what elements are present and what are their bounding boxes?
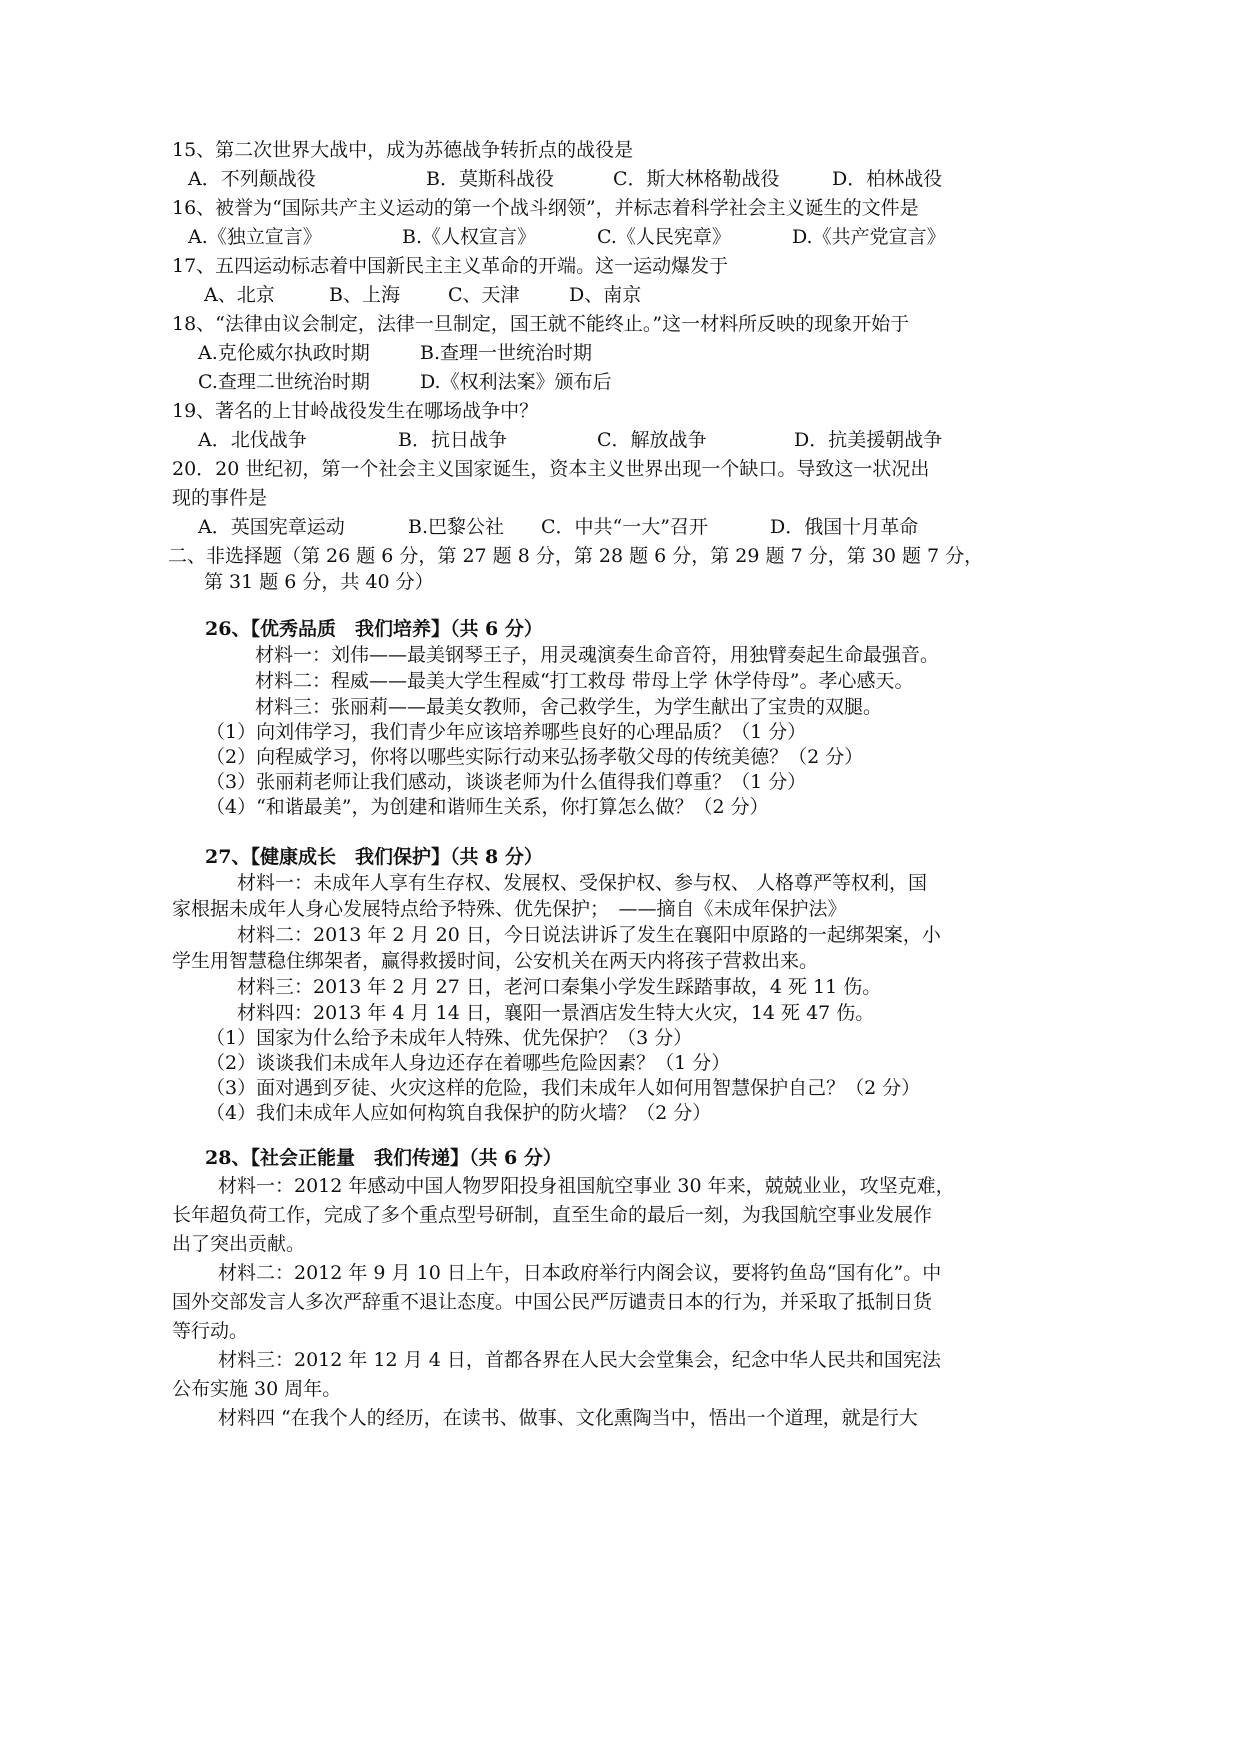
q28-material-1-cont2: 出了突出贡献。 <box>172 1233 306 1255</box>
q17-option-b: B、上海 <box>329 284 400 306</box>
q26-question-2: （2）向程威学习，你将以哪些实际行动来弘扬孝敬父母的传统美德？（2 分） <box>206 746 864 768</box>
section2-heading-line2: 第 31 题 6 分，共 40 分） <box>204 571 434 593</box>
q28-material-3: 材料三：2012 年 12 月 4 日，首都各界在人民大会堂集会，纪念中华人民共和国宪法 <box>218 1349 941 1371</box>
q27-material-2-cont: 学生用智慧稳住绑架者，赢得救援时间，公安机关在两天内将孩子营救出来。 <box>172 950 819 972</box>
q16-option-d: D.《共产党宣言》 <box>792 226 946 248</box>
q26-question-1: （1）向刘伟学习，我们青少年应该培养哪些良好的心理品质？（1 分） <box>206 721 807 743</box>
q20-option-a: A．英国宪章运动 <box>198 516 345 538</box>
q17-option-d: D、南京 <box>569 284 642 306</box>
q26-material-3: 材料三：张丽莉——最美女教师，舍己救学生，为学生献出了宝贵的双腿。 <box>255 696 883 718</box>
q17-option-c: C、天津 <box>448 284 520 306</box>
q27-material-1: 材料一：未成年人享有生存权、发展权、受保护权、参与权、 人格尊严等权利，国 <box>237 872 928 894</box>
q19-stem: 19、著名的上甘岭战役发生在哪场战争中？ <box>172 400 539 422</box>
q27-question-1: （1）国家为什么给予未成年人特殊、优先保护？（3 分） <box>206 1027 693 1049</box>
q28-material-2-cont: 国外交部发言人多次严辞重不退让态度。中国公民严厉谴责日本的行为，并采取了抵制日货 <box>172 1291 933 1313</box>
q19-option-a: A．北伐战争 <box>198 429 307 451</box>
q26-question-4: （4）“和谐最美”，为创建和谐师生关系，你打算怎么做？（2 分） <box>206 796 769 818</box>
q17-stem: 17、五四运动标志着中国新民主主义革命的开端。这一运动爆发于 <box>172 255 729 277</box>
q26-material-2: 材料二：程威——最美大学生程威“打工救母 带母上学 休学侍母”。孝心感天。 <box>255 670 914 692</box>
q19-option-d: D．抗美援朝战争 <box>794 429 943 451</box>
q19-option-b: B．抗日战争 <box>398 429 507 451</box>
q18-option-b: B.查理一世统治时期 <box>420 342 593 364</box>
q20-option-d: D．俄国十月革命 <box>770 516 919 538</box>
q15-option-a: A．不列颠战役 <box>188 168 316 190</box>
q28-material-2-cont2: 等行动。 <box>172 1320 249 1342</box>
q16-option-b: B.《人权宣言》 <box>402 226 537 248</box>
q20-option-b: B.巴黎公社 <box>408 516 505 538</box>
q26-title: 26、【优秀品质 我们培养】（共 6 分） <box>205 618 543 640</box>
q18-stem: 18、“法律由议会制定，法律一旦制定，国王就不能终止。”这一材料所反映的现象开始于 <box>172 313 910 335</box>
q18-option-c: C.查理二世统治时期 <box>198 371 370 393</box>
q28-material-4: 材料四 “在我个人的经历，在读书、做事、文化熏陶当中，悟出一个道理，就是行大 <box>218 1407 918 1429</box>
q27-title: 27、【健康成长 我们保护】（共 8 分） <box>205 846 543 868</box>
q20-option-c: C．中共“一大”召开 <box>541 516 708 538</box>
q28-material-1: 材料一：2012 年感动中国人物罗阳投身祖国航空事业 30 年来，兢兢业业，攻坚克难， <box>218 1175 955 1197</box>
q27-question-2: （2）谈谈我们未成年人身边还存在着哪些危险因素？（1 分） <box>206 1052 731 1074</box>
section2-heading: 二、非选择题（第 26 题 6 分，第 27 题 8 分，第 28 题 6 分，第 29 题 7 分，第 30 题 7 分， <box>168 545 984 567</box>
q17-option-a: A、北京 <box>204 284 275 306</box>
q15-option-c: C．斯大林格勒战役 <box>613 168 780 190</box>
q27-material-4: 材料四：2013 年 4 月 14 日，襄阳一景酒店发生特大火灾，14 死 47 伤。 <box>237 1002 875 1024</box>
q27-material-1-cont: 家根据未成年人身心发展特点给予特殊、优先保护； ——摘自《未成年保护法》 <box>172 898 847 920</box>
q15-option-d: D．柏林战役 <box>832 168 943 190</box>
q18-option-a: A.克伦威尔执政时期 <box>198 342 370 364</box>
q20-stem-line1: 20．20 世纪初，第一个社会主义国家诞生，资本主义世界出现一个缺口。导致这一状况出 <box>172 458 930 480</box>
q20-stem-line2: 现的事件是 <box>172 487 268 509</box>
q27-material-2: 材料二：2013 年 2 月 20 日，今日说法讲诉了发生在襄阳中原路的一起绑架案，小 <box>237 924 941 946</box>
q28-material-3-cont: 公布实施 30 周年。 <box>172 1378 342 1400</box>
q16-option-a: A.《独立宣言》 <box>188 226 322 248</box>
q27-material-3: 材料三：2013 年 2 月 27 日，老河口秦集小学发生踩踏事故，4 死 11 伤。 <box>237 976 882 998</box>
q27-question-3: （3）面对遇到歹徒、火灾这样的危险，我们未成年人如何用智慧保护自己？（2 分） <box>206 1077 921 1099</box>
q28-material-1-cont: 长年超负荷工作，完成了多个重点型号研制，直至生命的最后一刻，为我国航空事业发展作 <box>172 1204 933 1226</box>
q16-option-c: C.《人民宪章》 <box>597 226 731 248</box>
q27-question-4: （4）我们未成年人应如何构筑自我保护的防火墙？（2 分） <box>206 1102 712 1124</box>
q28-title: 28、【社会正能量 我们传递】（共 6 分） <box>205 1147 562 1169</box>
q26-question-3: （3）张丽莉老师让我们感动，谈谈老师为什么值得我们尊重？（1 分） <box>206 771 807 793</box>
q15-stem: 15、第二次世界大战中，成为苏德战争转折点的战役是 <box>172 139 634 161</box>
q15-option-b: B．莫斯科战役 <box>426 168 554 190</box>
q26-material-1: 材料一：刘伟——最美钢琴王子，用灵魂演奏生命音符，用独臂奏起生命最强音。 <box>255 644 940 666</box>
q18-option-d: D.《权利法案》颁布后 <box>420 371 612 393</box>
q28-material-2: 材料二：2012 年 9 月 10 日上午，日本政府举行内阁会议，要将钓鱼岛“国有化”。中 <box>218 1262 942 1284</box>
q19-option-c: C．解放战争 <box>597 429 707 451</box>
q16-stem: 16、被誉为“国际共产主义运动的第一个战斗纲领”，并标志着科学社会主义诞生的文件是 <box>172 197 919 219</box>
